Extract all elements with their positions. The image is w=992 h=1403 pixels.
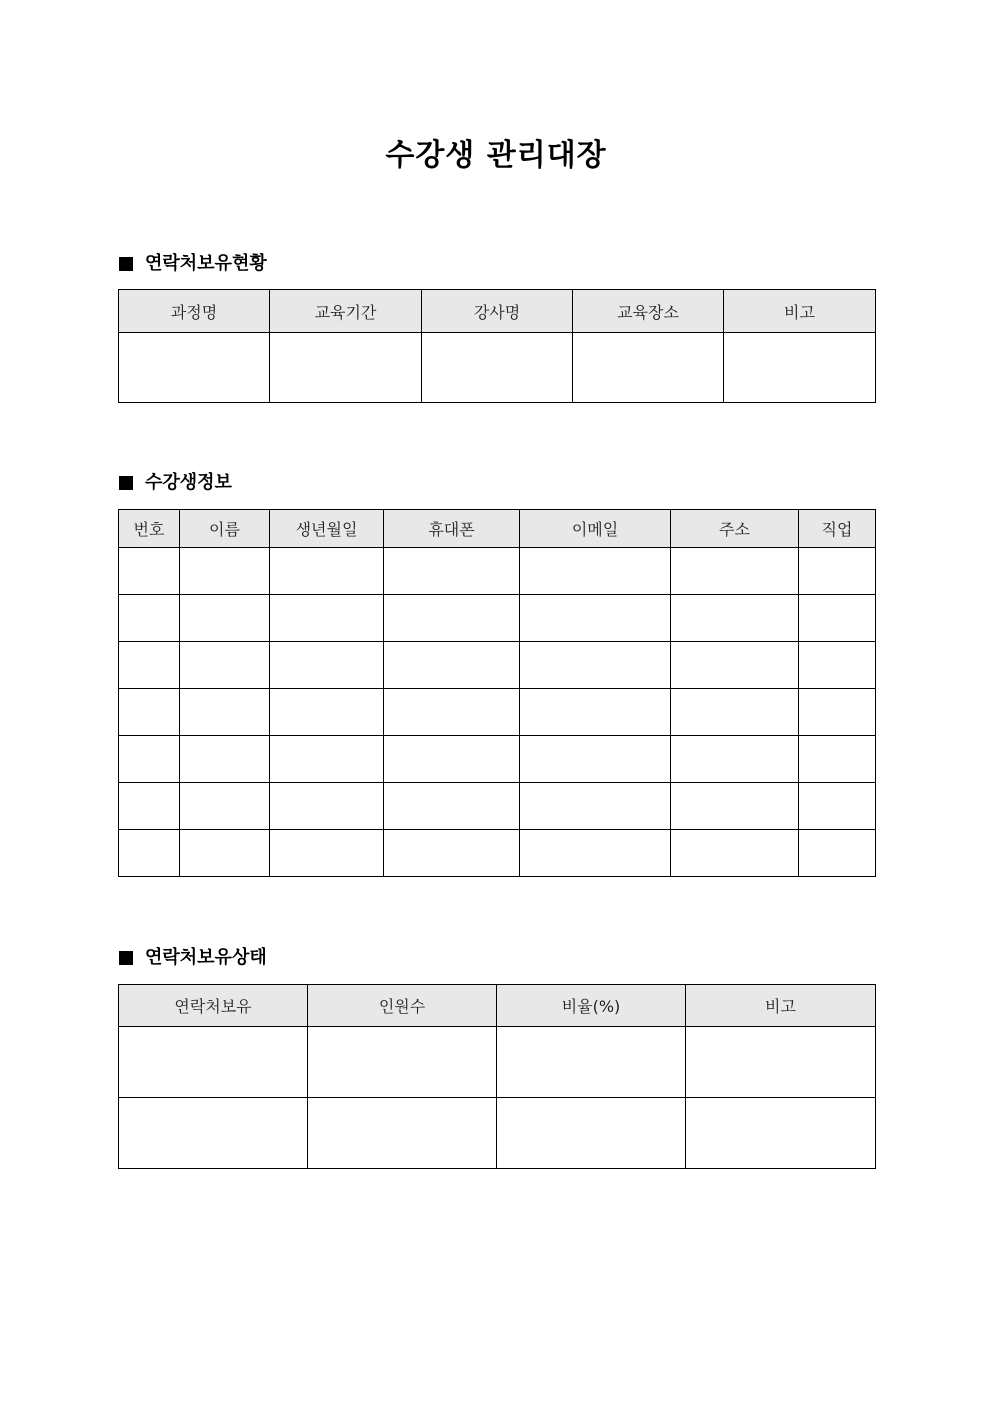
- section-heading-label: 수강생정보: [145, 472, 232, 493]
- table-cell[interactable]: [384, 642, 520, 689]
- table-cell[interactable]: [686, 1027, 876, 1098]
- table-cell[interactable]: [180, 783, 270, 830]
- table-cell[interactable]: [180, 689, 270, 736]
- table-cell[interactable]: [520, 548, 671, 595]
- column-header: 비고: [686, 985, 876, 1027]
- table-cell[interactable]: [384, 783, 520, 830]
- table-cell[interactable]: [119, 830, 180, 877]
- table-cell[interactable]: [308, 1027, 497, 1098]
- table-cell[interactable]: [119, 548, 180, 595]
- table-cell[interactable]: [573, 333, 724, 403]
- table-cell[interactable]: [384, 595, 520, 642]
- table-cell[interactable]: [119, 1027, 308, 1098]
- table-row: [119, 689, 876, 736]
- table-cell[interactable]: [520, 783, 671, 830]
- column-header: 이름: [180, 510, 270, 548]
- section-heading-contact-status: [119, 251, 267, 277]
- table-cell[interactable]: [270, 548, 384, 595]
- column-header: 인원수: [308, 985, 497, 1027]
- table-cell[interactable]: [520, 642, 671, 689]
- column-header: 연락처보유: [119, 985, 308, 1027]
- table-cell[interactable]: [119, 595, 180, 642]
- contact-overview-table: [118, 289, 876, 403]
- contact-state-table: [118, 984, 876, 1169]
- table-header-row: [119, 510, 876, 548]
- table-cell[interactable]: [270, 736, 384, 783]
- table-cell[interactable]: [180, 736, 270, 783]
- table-header-row: [119, 985, 876, 1027]
- table-cell[interactable]: [384, 689, 520, 736]
- table-row: [119, 1098, 876, 1169]
- table-cell[interactable]: [180, 595, 270, 642]
- table-cell[interactable]: [270, 642, 384, 689]
- page-title: 수강생 관리대장: [385, 138, 607, 173]
- table-cell[interactable]: [180, 830, 270, 877]
- table-row: [119, 595, 876, 642]
- table-row: [119, 1027, 876, 1098]
- section-heading-contact-state: [119, 945, 267, 971]
- table-row: [119, 736, 876, 783]
- table-row: [119, 642, 876, 689]
- table-cell[interactable]: [270, 595, 384, 642]
- table-cell[interactable]: [119, 642, 180, 689]
- table-cell[interactable]: [520, 736, 671, 783]
- table-row: [119, 783, 876, 830]
- table-cell[interactable]: [384, 548, 520, 595]
- table-cell[interactable]: [799, 595, 876, 642]
- table-cell[interactable]: [119, 783, 180, 830]
- table-cell[interactable]: [119, 333, 270, 403]
- table-cell[interactable]: [671, 830, 799, 877]
- column-header: 교육장소: [573, 290, 724, 333]
- table-cell[interactable]: [671, 736, 799, 783]
- table-cell[interactable]: [270, 783, 384, 830]
- table-cell[interactable]: [520, 689, 671, 736]
- table-cell[interactable]: [799, 783, 876, 830]
- table-row: [119, 548, 876, 595]
- table-cell[interactable]: [671, 548, 799, 595]
- column-header: 비고: [724, 290, 876, 333]
- section-heading-label: 연락처보유현황: [145, 253, 267, 274]
- table-cell[interactable]: [270, 689, 384, 736]
- table-cell[interactable]: [384, 830, 520, 877]
- square-bullet-icon: [119, 476, 133, 490]
- table-cell[interactable]: [180, 548, 270, 595]
- table-cell[interactable]: [270, 830, 384, 877]
- table-cell[interactable]: [671, 783, 799, 830]
- column-header: 과정명: [119, 290, 270, 333]
- table-cell[interactable]: [724, 333, 876, 403]
- table-cell[interactable]: [497, 1098, 686, 1169]
- table-cell[interactable]: [270, 333, 422, 403]
- table-cell[interactable]: [520, 595, 671, 642]
- table-cell[interactable]: [671, 689, 799, 736]
- table-row: [119, 830, 876, 877]
- column-header: 교육기간: [270, 290, 422, 333]
- column-header: 강사명: [422, 290, 573, 333]
- table-cell[interactable]: [119, 689, 180, 736]
- table-header-row: [119, 290, 876, 333]
- table-cell[interactable]: [384, 736, 520, 783]
- table-cell[interactable]: [119, 1098, 308, 1169]
- section-heading-student-info: [119, 470, 232, 496]
- student-info-table: [118, 509, 876, 877]
- table-cell[interactable]: [686, 1098, 876, 1169]
- table-cell[interactable]: [671, 595, 799, 642]
- table-cell[interactable]: [799, 548, 876, 595]
- table-cell[interactable]: [799, 736, 876, 783]
- table-cell[interactable]: [799, 689, 876, 736]
- column-header: 생년월일: [270, 510, 384, 548]
- table-cell[interactable]: [497, 1027, 686, 1098]
- square-bullet-icon: [119, 951, 133, 965]
- column-header: 비율(%): [497, 985, 686, 1027]
- table-cell[interactable]: [119, 736, 180, 783]
- table-row: [119, 333, 876, 403]
- square-bullet-icon: [119, 257, 133, 271]
- section-heading-label: 연락처보유상태: [145, 947, 267, 968]
- column-header: 주소: [671, 510, 799, 548]
- column-header: 휴대폰: [384, 510, 520, 548]
- table-cell[interactable]: [520, 830, 671, 877]
- table-cell[interactable]: [671, 642, 799, 689]
- column-header: 직업: [799, 510, 876, 548]
- table-cell[interactable]: [308, 1098, 497, 1169]
- table-cell[interactable]: [180, 642, 270, 689]
- column-header: 이메일: [520, 510, 671, 548]
- table-cell[interactable]: [799, 830, 876, 877]
- table-cell[interactable]: [422, 333, 573, 403]
- column-header: 번호: [119, 510, 180, 548]
- table-cell[interactable]: [799, 642, 876, 689]
